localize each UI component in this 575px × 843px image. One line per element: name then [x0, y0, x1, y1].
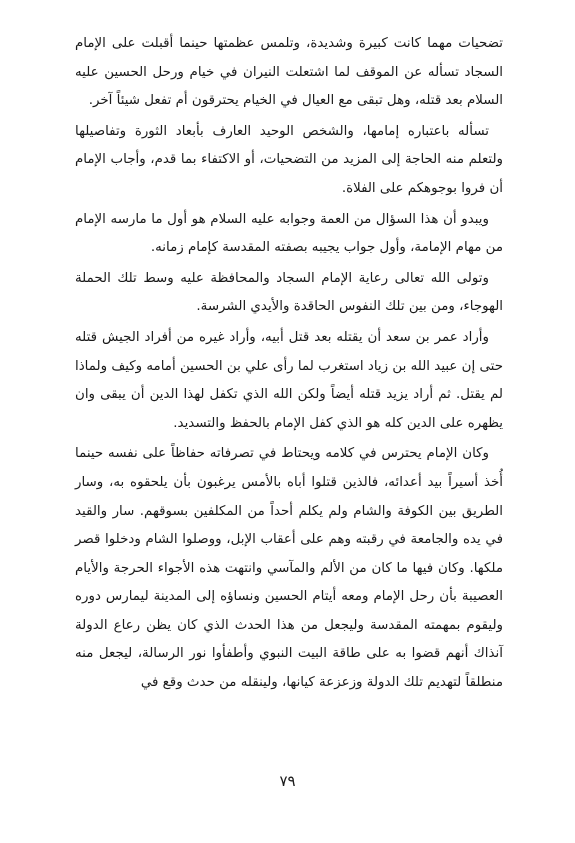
page-body-text [75, 30, 503, 700]
paragraph: تسأله باعتباره إمامها، والشخص الوحيد العارف بأبعاد الثورة وتفاصيلها ولتعلم منه الحاجة إلى المزيد من التضحيات، أو الاكتفاء بما قدم، وأجاب الإمام أن فروا بوجوهكم على الفلاة. [75, 123, 503, 196]
paragraph: وتولى الله تعالى رعاية الإمام السجاد والمحافظة عليه وسط تلك الحملة الهوجاء، ومن بين تلك النفوس الحاقدة والأيدي الشرسة. [75, 270, 503, 315]
paragraph: وأراد عمر بن سعد أن يقتله بعد قتل أبيه، وأراد غيره من أفراد الجيش قتله حتى إن عبيد الله بن زياد استغرب لما رأى علي بن الحسين أمامه وكيف ولماذا لم يقتل. ثم أراد يزيد قتله أيضاً ولكن الله الذي تكفل لهذا الدين أن يبقى وان يظهره على الدين كله هو الذي كفل الإمام بالحفظ والتسديد. [75, 329, 503, 431]
paragraph: ويبدو أن هذا السؤال من العمة وجوابه عليه السلام هو أول ما مارسه الإمام من مهام الإمامة، وأول جواب يجيبه بصفته المقدسة كإمام زمانه. [75, 211, 503, 256]
paragraph: وكان الإمام يحترس في كلامه ويحتاط في تصرفاته حفاظاً على نفسه حينما أُخذ أسيراً بيد أعدائه، فالذين قتلوا أباه بالأمس يرغبون بأن يلحقوه به، وسار الطريق بين الكوفة والشام ولم يكلم أحداً من المكلفين بسوقهم. سار والقيد في يده والجامعة في رقبته وهم على أعقاب الإبل، ووصلوا الشام ودخلوا قصر ملكها. وكان فيها ما كان من الألم والمآسي وانتهت هذه الأجواء الحرجة والأيام العصيبة بأن رحل الإمام ومعه أيتام الحسين ونساؤه إلى المدينة ليمارس دوره وليقوم بمهمته المقدسة وليجعل من هذا الحدث الذي كان يظن رعاع الدولة آنذاك أنهم قضوا به على طاقة البيت النبوي وأطفأوا نور الرسالة، ليجعل منه منطلقاً لتهديم تلك الدولة وزعزعة كيانها، ولينقله من حدث وقع في [75, 446, 503, 691]
paragraph: تضحيات مهما كانت كبيرة وشديدة، وتلمس عظمتها حينما أقبلت على الإمام السجاد تسأله عن الموقف لما اشتعلت النيران في خيام ورحل الحسين عليه السلام بعد قتله، وهل تبقى مع العيال في الخيام يحترقون أم تفعل شيئاً آخر. [75, 36, 503, 109]
page-number: ٧٩ [279, 772, 296, 790]
